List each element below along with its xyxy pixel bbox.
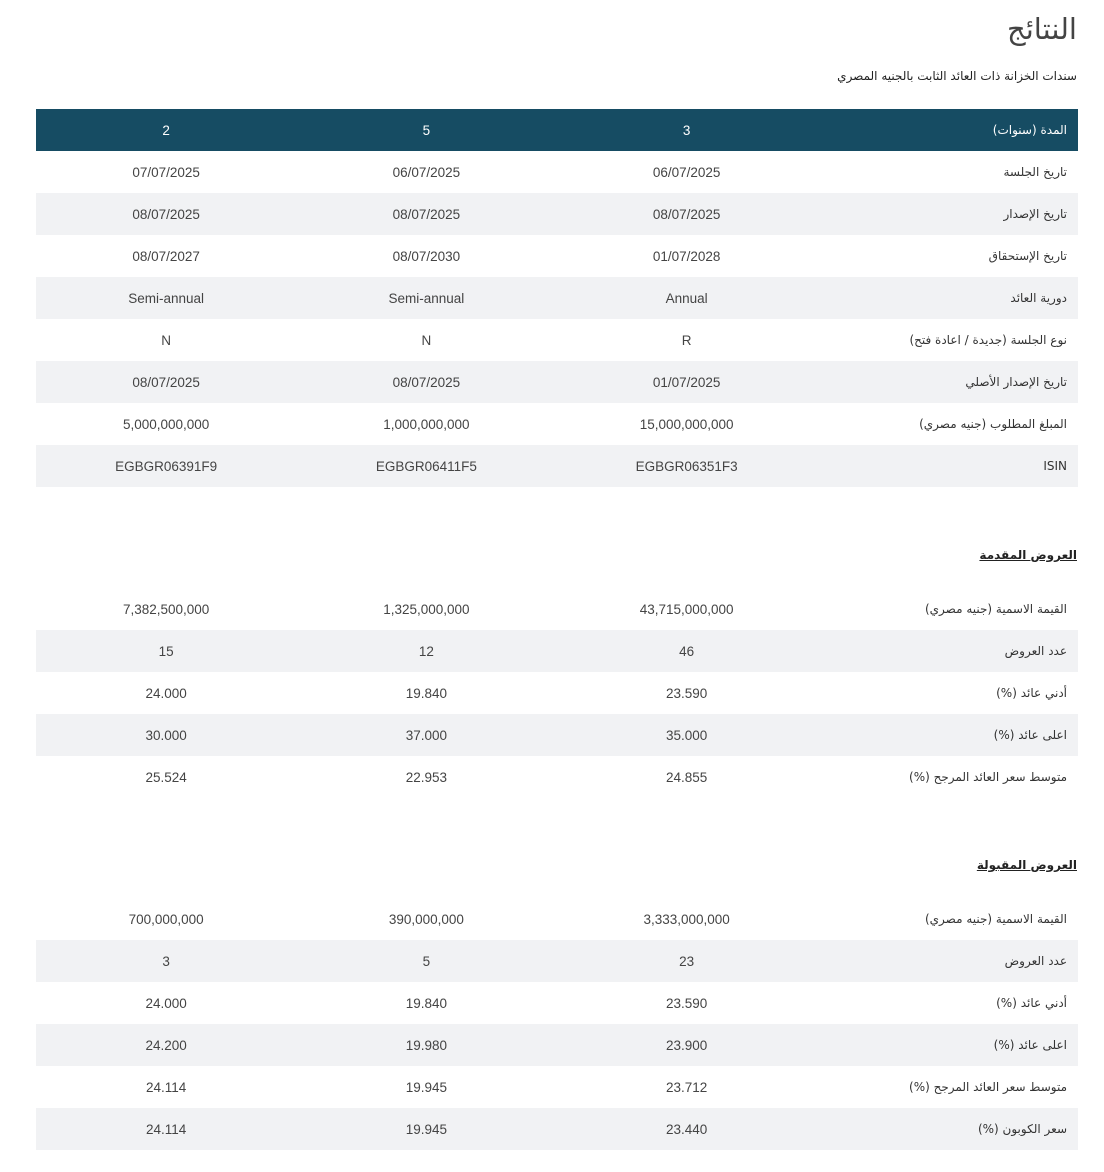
table-cell: 08/07/2027 (132, 248, 200, 264)
table-cell: 24.000 (145, 685, 187, 701)
table-cell: 22.953 (405, 769, 448, 785)
table-cell: EGBGR06411F5 (296, 445, 556, 487)
page-subtitle: سندات الخزانة ذات العائد الثابت بالجنيه المصري (837, 69, 1077, 83)
table-cell: 3 (36, 940, 296, 982)
table-cell: 46 (557, 630, 817, 672)
table-cell: EGBGR06351F3 (557, 445, 817, 487)
table-row (36, 588, 1078, 630)
table-cell: 24.855 (665, 769, 708, 785)
header-label: المدة (سنوات) (817, 109, 1078, 151)
table-cell: 37.000 (296, 714, 556, 756)
row-label: عدد العروض (817, 630, 1078, 672)
table-cell: 23.590 (665, 685, 708, 701)
table-cell: 43,715,000,000 (639, 601, 734, 617)
table-cell: R (681, 332, 692, 348)
row-label: تاريخ الإستحقاق (988, 249, 1067, 263)
table-cell: 1,000,000,000 (383, 416, 470, 432)
table-cell: 23 (557, 940, 817, 982)
table-cell: 19.840 (405, 995, 448, 1011)
row-label: متوسط سعر العائد المرجح (%) (909, 1080, 1067, 1094)
table-row (36, 277, 1078, 319)
row-label: القيمة الاسمية (جنيه مصري) (924, 912, 1067, 926)
row-label: متوسط سعر العائد المرجح (%) (909, 770, 1067, 784)
row-label: دورية العائد (817, 277, 1078, 319)
row-label: القيمة الاسمية (جنيه مصري) (924, 602, 1067, 616)
table-row (36, 235, 1078, 277)
table-row (36, 1024, 1078, 1066)
header-cell: 2 (36, 109, 296, 151)
table-row (36, 630, 1078, 672)
row-label: أدني عائد (%) (996, 686, 1067, 700)
table-cell: 08/07/2025 (36, 361, 296, 403)
table-row (36, 1066, 1078, 1108)
table-row (36, 403, 1078, 445)
table-cell: 23.440 (557, 1108, 817, 1150)
table-row (36, 672, 1078, 714)
accepted-table (36, 898, 1078, 1150)
table-cell: 24.000 (145, 995, 187, 1011)
table-row (36, 193, 1078, 235)
table-cell: N (421, 332, 432, 348)
table-row (36, 445, 1078, 487)
table-cell: 08/07/2025 (296, 193, 556, 235)
row-label: اعلى عائد (%) (817, 1024, 1078, 1066)
table-cell: 19.945 (405, 1079, 448, 1095)
row-label: تاريخ الإصدار (817, 193, 1078, 235)
table-cell: 15 (36, 630, 296, 672)
table-cell: 07/07/2025 (132, 164, 200, 180)
table-row (36, 982, 1078, 1024)
table-row (36, 756, 1078, 798)
table-cell: 23.900 (557, 1024, 817, 1066)
table-cell: Semi-annual (296, 277, 556, 319)
row-label: سعر الكوبون (%) (817, 1108, 1078, 1150)
table-cell: 30.000 (36, 714, 296, 756)
row-label: اعلى عائد (%) (817, 714, 1078, 756)
row-label: نوع الجلسة (جديدة / اعادة فتح) (909, 333, 1067, 347)
table-cell: 08/07/2025 (36, 193, 296, 235)
table-cell: 08/07/2025 (557, 193, 817, 235)
table-cell: EGBGR06391F9 (36, 445, 296, 487)
header-cell: 3 (557, 109, 817, 151)
table-row (36, 151, 1078, 193)
offered-table (36, 588, 1078, 798)
table-cell: 24.114 (145, 1079, 187, 1095)
table-cell: 08/07/2030 (392, 248, 461, 264)
table-cell: 700,000,000 (128, 911, 204, 927)
table-cell: 24.200 (36, 1024, 296, 1066)
row-label: ISIN (817, 445, 1078, 487)
table-cell: 12 (296, 630, 556, 672)
accepted-section-title: العروض المقبولة (976, 858, 1077, 872)
table-row (36, 940, 1078, 982)
header-cell: 5 (296, 109, 556, 151)
page-title: النتائج (1006, 12, 1077, 46)
offered-section-title: العروض المقدمة (979, 548, 1077, 562)
table-cell: 5 (296, 940, 556, 982)
row-label: تاريخ الجلسة (1003, 165, 1067, 179)
table-cell: 19.945 (296, 1108, 556, 1150)
table-cell: 15,000,000,000 (639, 416, 734, 432)
table-cell: 24.114 (36, 1108, 296, 1150)
table-cell: Semi-annual (36, 277, 296, 319)
row-label: المبلغ المطلوب (جنيه مصري) (919, 417, 1067, 431)
table-cell: 19.840 (405, 685, 448, 701)
table-cell: 23.712 (665, 1079, 708, 1095)
table-cell: 3,333,000,000 (643, 911, 730, 927)
row-label: أدني عائد (%) (996, 996, 1067, 1010)
table-cell: 390,000,000 (388, 911, 464, 927)
table-cell: 06/07/2025 (652, 164, 721, 180)
table-cell: 35.000 (557, 714, 817, 756)
table-row (36, 714, 1078, 756)
table-cell: 19.980 (296, 1024, 556, 1066)
table-row (36, 361, 1078, 403)
table-cell: 01/07/2025 (557, 361, 817, 403)
table-cell: 1,325,000,000 (383, 601, 470, 617)
table-cell: 5,000,000,000 (122, 416, 210, 432)
table-cell: 23.590 (665, 995, 708, 1011)
table-cell: 01/07/2028 (652, 248, 721, 264)
table-cell: 7,382,500,000 (122, 601, 210, 617)
row-label: تاريخ الإصدار الأصلي (817, 361, 1078, 403)
table-header-row (36, 109, 1078, 151)
table-cell: 25.524 (145, 769, 187, 785)
table-row (36, 898, 1078, 940)
table-cell: Annual (557, 277, 817, 319)
results-table (36, 109, 1078, 487)
table-row (36, 1108, 1078, 1150)
table-cell: N (161, 332, 172, 348)
table-row (36, 319, 1078, 361)
table-cell: 08/07/2025 (296, 361, 556, 403)
table-cell: 06/07/2025 (392, 164, 461, 180)
row-label: عدد العروض (817, 940, 1078, 982)
